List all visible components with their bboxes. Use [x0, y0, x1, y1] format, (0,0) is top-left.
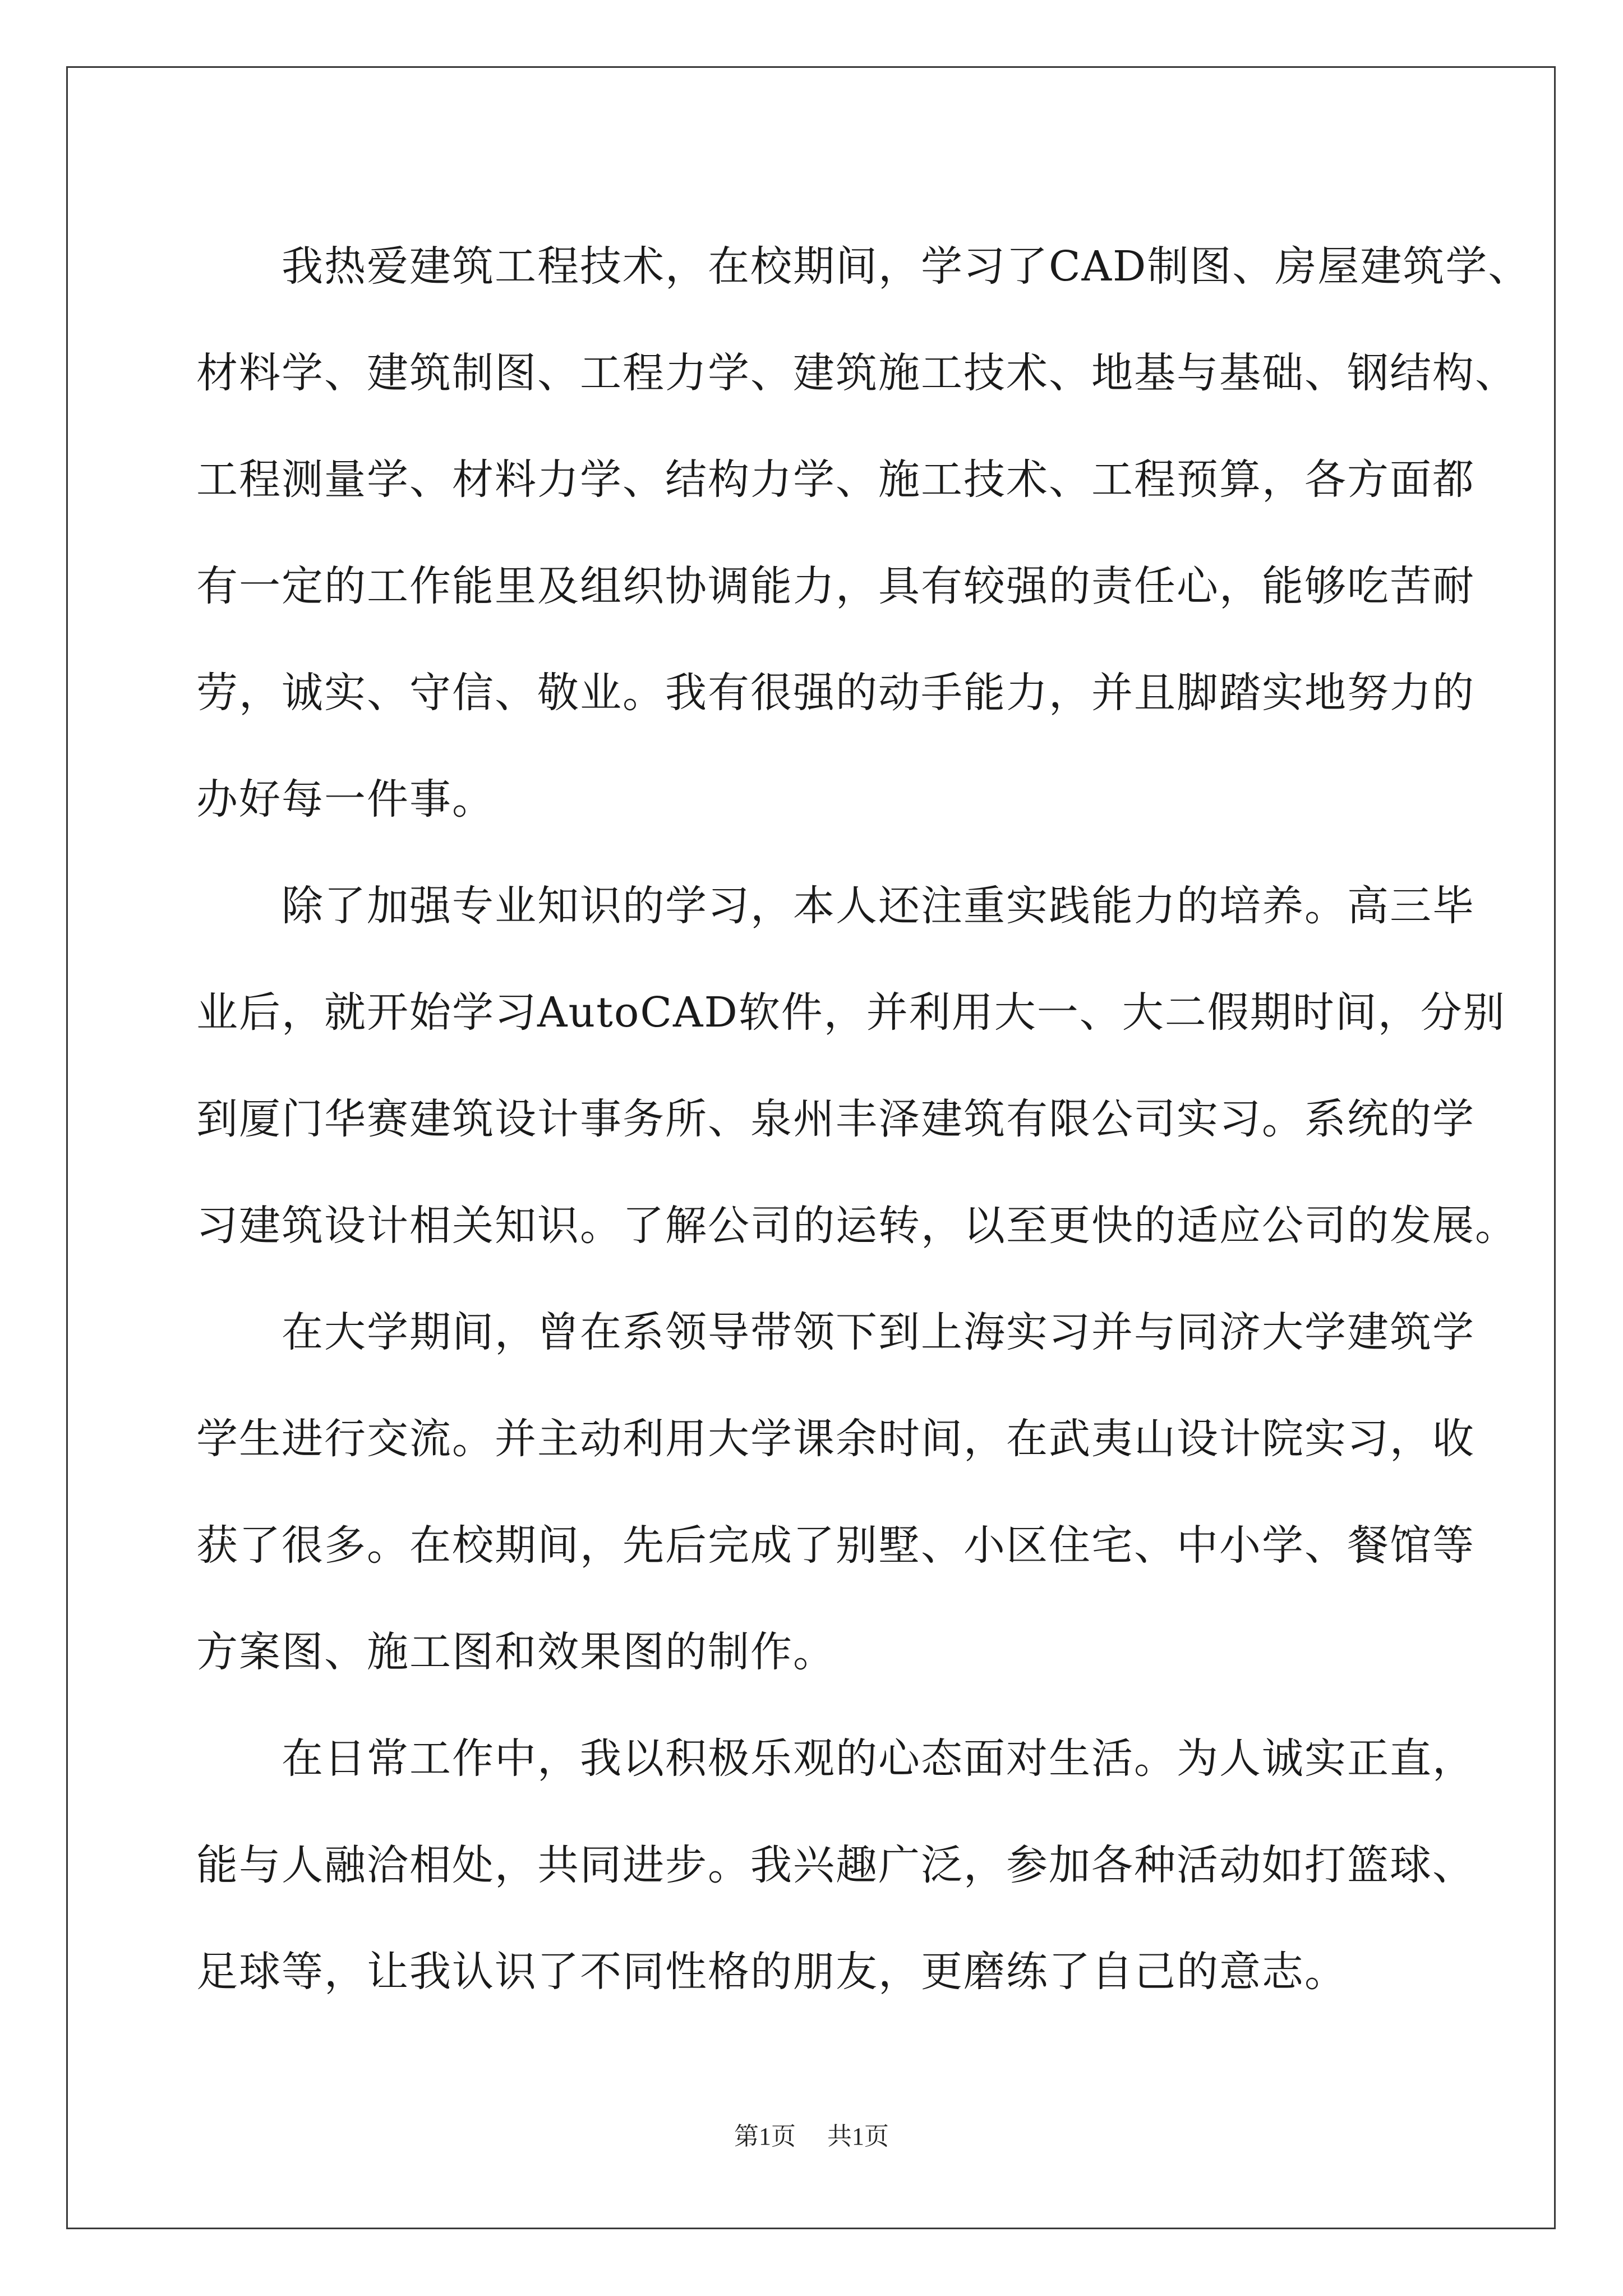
document-body	[196, 213, 1531, 2025]
text-line: 足球等，让我认识了不同性格的朋友，更磨练了自己的意志。	[196, 1948, 1347, 1996]
text-line: 在大学期间，曾在系领导带领下到上海实习并与同济大学建筑学	[196, 1308, 1475, 1356]
text-line: 除了加强专业知识的学习，本人还注重实践能力的培养。高三毕	[196, 882, 1475, 930]
text-line: 方案图、施工图和效果图的制作。	[196, 1628, 836, 1676]
text-line: 劳，诚实、守信、敬业。我有很强的动手能力，并且脚踏实地努力的	[196, 669, 1475, 717]
text-line: 办好每一件事。	[196, 775, 495, 823]
text-line: 能与人融洽相处，共同进步。我兴趣广泛，参加各种活动如打篮球、	[196, 1841, 1475, 1889]
page-count: 共1页	[827, 2123, 889, 2150]
text-line: 我热爱建筑工程技术，在校期间，学习了CAD制图、房屋建筑学、	[196, 242, 1531, 291]
text-line: 习建筑设计相关知识。了解公司的运转，以至更快的适应公司的发展。	[196, 1202, 1518, 1250]
text-line: 获了很多。在校期间，先后完成了别墅、小区住宅、中小学、餐馆等	[196, 1521, 1475, 1570]
text-line: 学生进行交流。并主动利用大学课余时间，在武夷山设计院实习，收	[196, 1415, 1475, 1463]
page-footer	[0, 2116, 1623, 2152]
page-number: 第1页	[734, 2123, 796, 2150]
text-line: 到厦门华赛建筑设计事务所、泉州丰泽建筑有限公司实习。系统的学	[196, 1095, 1475, 1143]
text-line: 工程测量学、材料力学、结构力学、施工技术、工程预算，各方面都	[196, 455, 1475, 504]
text-line: 业后，就开始学习AutoCAD软件，并利用大一、大二假期时间，分别	[196, 988, 1506, 1037]
text-line: 在日常工作中，我以积极乐观的心态面对生活。为人诚实正直，	[196, 1734, 1475, 1783]
text-line: 材料学、建筑制图、工程力学、建筑施工技术、地基与基础、钢结构、	[196, 349, 1518, 397]
text-line: 有一定的工作能里及组织协调能力，具有较强的责任心，能够吃苦耐	[196, 562, 1475, 610]
